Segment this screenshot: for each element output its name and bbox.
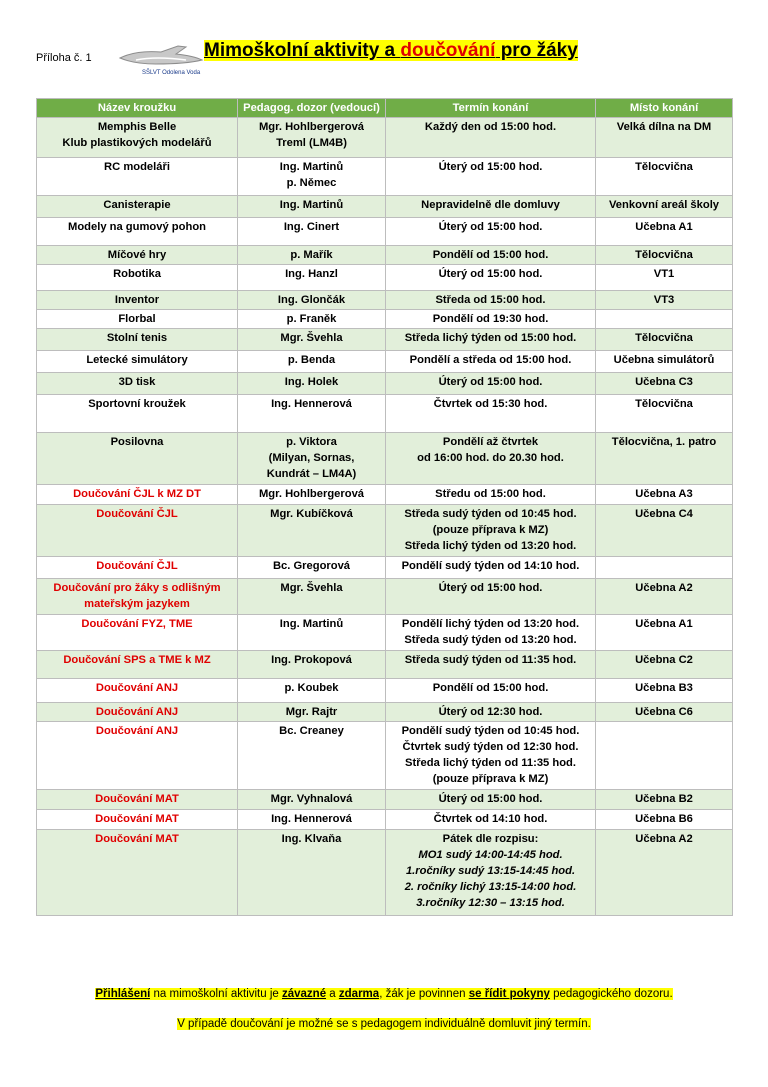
cell-time: Pondělí od 15:00 hod. xyxy=(386,679,596,703)
cell-teacher: Ing. Prokopová xyxy=(238,651,386,679)
cell-teacher: Bc. Gregorová xyxy=(238,557,386,579)
table-row xyxy=(37,329,733,351)
table-row xyxy=(37,557,733,579)
cell-time: Pátek dle rozpisu: MO1 sudý 14:00-14:45 hod. 1.ročníky sudý 13:15-14:45 hod. 2. ročníky lichý 13:15-14:00 hod. 3.ročníky 12:30 – 13:15 hod. xyxy=(386,830,596,916)
table-row xyxy=(37,351,733,373)
cell-teacher: Bc. Creaney xyxy=(238,722,386,790)
cell-teacher: Ing. Cinert xyxy=(238,218,386,246)
cell-name: Canisterapie xyxy=(37,196,238,218)
page-title: Mimoškolní aktivity a doučování pro žáky xyxy=(204,40,578,61)
cell-teacher: Mgr. Hohlbergerová Treml (LM4B) xyxy=(238,118,386,158)
table-row xyxy=(37,579,733,615)
cell-place: Tělocvična, 1. patro xyxy=(596,433,733,485)
cell-time: Čtvrtek od 15:30 hod. xyxy=(386,395,596,433)
col-header-time: Termín konání xyxy=(386,99,596,118)
cell-name: Modely na gumový pohon xyxy=(37,218,238,246)
cell-place: Učebna B6 xyxy=(596,810,733,830)
cell-place: Učebna B3 xyxy=(596,679,733,703)
cell-place xyxy=(596,557,733,579)
cell-time: Nepravidelně dle domluvy xyxy=(386,196,596,218)
cell-time: Středu od 15:00 hod. xyxy=(386,485,596,505)
cell-name: Memphis Belle Klub plastikových modelářů xyxy=(37,118,238,158)
cell-name: Míčové hry xyxy=(37,246,238,265)
cell-time: Úterý od 15:00 hod. xyxy=(386,218,596,246)
cell-time: Středa lichý týden od 15:00 hod. xyxy=(386,329,596,351)
cell-teacher: Ing. Holek xyxy=(238,373,386,395)
cell-teacher: p. Mařík xyxy=(238,246,386,265)
table-row xyxy=(37,158,733,196)
cell-place: Učebna C4 xyxy=(596,505,733,557)
table-row xyxy=(37,651,733,679)
col-header-name: Název kroužku xyxy=(37,99,238,118)
cell-time: Čtvrtek od 14:10 hod. xyxy=(386,810,596,830)
table-row xyxy=(37,790,733,810)
cell-name: RC modeláři xyxy=(37,158,238,196)
table-row xyxy=(37,291,733,310)
cell-place: Venkovní areál školy xyxy=(596,196,733,218)
cell-place: Učebna C6 xyxy=(596,703,733,722)
cell-time: Pondělí sudý týden od 14:10 hod. xyxy=(386,557,596,579)
cell-name: Sportovní kroužek xyxy=(37,395,238,433)
cell-name: Posilovna xyxy=(37,433,238,485)
cell-place xyxy=(596,310,733,329)
cell-teacher: Ing. Martinů xyxy=(238,196,386,218)
cell-time: Středa sudý týden od 10:45 hod. (pouze příprava k MZ) Středa lichý týden od 13:20 hod. xyxy=(386,505,596,557)
cell-place: Učebna A2 xyxy=(596,579,733,615)
table-row xyxy=(37,615,733,651)
cell-teacher: Mgr. Hohlbergerová xyxy=(238,485,386,505)
cell-time: Úterý od 15:00 hod. xyxy=(386,579,596,615)
cell-name: Doučování ČJL k MZ DT xyxy=(37,485,238,505)
cell-name: Doučování MAT xyxy=(37,810,238,830)
cell-place: Učebna A1 xyxy=(596,218,733,246)
logo-text: SŠLVT Odolena Voda xyxy=(142,70,201,76)
cell-teacher: Mgr. Švehla xyxy=(238,579,386,615)
cell-name: Doučování FYZ, TME xyxy=(37,615,238,651)
cell-teacher: Ing. Klvaňa xyxy=(238,830,386,916)
cell-place: Tělocvična xyxy=(596,395,733,433)
cell-time: Pondělí sudý týden od 10:45 hod. Čtvrtek sudý týden od 12:30 hod. Středa lichý týden od 11:35 hod. (pouze příprava k MZ) xyxy=(386,722,596,790)
cell-time: Pondělí od 19:30 hod. xyxy=(386,310,596,329)
cell-place: Tělocvična xyxy=(596,246,733,265)
cell-teacher: p. Viktora (Milyan, Sornas, Kundrát – LM4A) xyxy=(238,433,386,485)
col-header-place: Místo konání xyxy=(596,99,733,118)
cell-time: Úterý od 15:00 hod. xyxy=(386,265,596,291)
cell-teacher: Mgr. Rajtr xyxy=(238,703,386,722)
table-row xyxy=(37,433,733,485)
cell-time: Středa sudý týden od 11:35 hod. xyxy=(386,651,596,679)
table-row xyxy=(37,246,733,265)
cell-teacher: Ing. Glončák xyxy=(238,291,386,310)
col-header-teacher: Pedagog. dozor (vedoucí) xyxy=(238,99,386,118)
cell-time: Úterý od 15:00 hod. xyxy=(386,158,596,196)
cell-teacher: Ing. Martinů xyxy=(238,615,386,651)
cell-time: Pondělí lichý týden od 13:20 hod. Středa sudý týden od 13:20 hod. xyxy=(386,615,596,651)
cell-teacher: Ing. Hanzl xyxy=(238,265,386,291)
footer-note-tutoring: V případě doučování je možné se s pedagogem individuálně domluvit jiný termín. xyxy=(177,1018,591,1030)
cell-place: Učebna simulátorů xyxy=(596,351,733,373)
cell-name: Stolní tenis xyxy=(37,329,238,351)
cell-place: VT1 xyxy=(596,265,733,291)
cell-place: Učebna B2 xyxy=(596,790,733,810)
cell-teacher: p. Franěk xyxy=(238,310,386,329)
cell-name: Doučování ČJL xyxy=(37,505,238,557)
activities-table xyxy=(36,98,733,916)
cell-place: Učebna C3 xyxy=(596,373,733,395)
cell-teacher: Ing. Hennerová xyxy=(238,810,386,830)
table-row xyxy=(37,265,733,291)
cell-place: Velká dílna na DM xyxy=(596,118,733,158)
cell-place: Tělocvična xyxy=(596,158,733,196)
table-row xyxy=(37,373,733,395)
table-row xyxy=(37,395,733,433)
cell-teacher: Ing. Martinů p. Němec xyxy=(238,158,386,196)
cell-name: Doučování ANJ xyxy=(37,703,238,722)
cell-place xyxy=(596,722,733,790)
table-row xyxy=(37,118,733,158)
cell-teacher: Ing. Hennerová xyxy=(238,395,386,433)
table-row xyxy=(37,310,733,329)
cell-time: Úterý od 12:30 hod. xyxy=(386,703,596,722)
cell-time: Pondělí a středa od 15:00 hod. xyxy=(386,351,596,373)
table-header-row xyxy=(37,99,733,118)
table-row xyxy=(37,505,733,557)
cell-time: Úterý od 15:00 hod. xyxy=(386,790,596,810)
cell-name: Doučování pro žáky s odlišným mateřským jazykem xyxy=(37,579,238,615)
cell-place: Učebna A2 xyxy=(596,830,733,916)
cell-teacher: Mgr. Švehla xyxy=(238,329,386,351)
cell-time: Pondělí od 15:00 hod. xyxy=(386,246,596,265)
cell-name: Doučování MAT xyxy=(37,830,238,916)
cell-name: Letecké simulátory xyxy=(37,351,238,373)
cell-name: Inventor xyxy=(37,291,238,310)
cell-time: Každý den od 15:00 hod. xyxy=(386,118,596,158)
cell-time: Středa od 15:00 hod. xyxy=(386,291,596,310)
cell-teacher: Mgr. Kubíčková xyxy=(238,505,386,557)
table-row xyxy=(37,218,733,246)
table-row xyxy=(37,703,733,722)
page-header xyxy=(36,38,736,82)
cell-name: Doučování SPS a TME k MZ xyxy=(37,651,238,679)
cell-teacher: p. Benda xyxy=(238,351,386,373)
cell-place: VT3 xyxy=(596,291,733,310)
cell-name: Doučování ČJL xyxy=(37,557,238,579)
annex-label: Příloha č. 1 xyxy=(36,52,92,64)
footer-note-registration: Přihlášení na mimoškolní aktivitu je závazné a zdarma, žák je povinnen se řídit pokyny pedagogického dozoru. xyxy=(95,988,673,1000)
cell-name: Florbal xyxy=(37,310,238,329)
table-row xyxy=(37,679,733,703)
cell-name: Robotika xyxy=(37,265,238,291)
table-row xyxy=(37,196,733,218)
cell-time: Pondělí až čtvrtek od 16:00 hod. do 20.30 hod. xyxy=(386,433,596,485)
cell-time: Úterý od 15:00 hod. xyxy=(386,373,596,395)
cell-teacher: Mgr. Vyhnalová xyxy=(238,790,386,810)
cell-place: Učebna C2 xyxy=(596,651,733,679)
cell-teacher: p. Koubek xyxy=(238,679,386,703)
table-row xyxy=(37,485,733,505)
cell-name: 3D tisk xyxy=(37,373,238,395)
table-row xyxy=(37,810,733,830)
cell-place: Tělocvična xyxy=(596,329,733,351)
cell-place: Učebna A1 xyxy=(596,615,733,651)
cell-name: Doučování ANJ xyxy=(37,679,238,703)
table-row xyxy=(37,722,733,790)
cell-name: Doučování ANJ xyxy=(37,722,238,790)
table-row xyxy=(37,830,733,916)
cell-place: Učebna A3 xyxy=(596,485,733,505)
cell-name: Doučování MAT xyxy=(37,790,238,810)
